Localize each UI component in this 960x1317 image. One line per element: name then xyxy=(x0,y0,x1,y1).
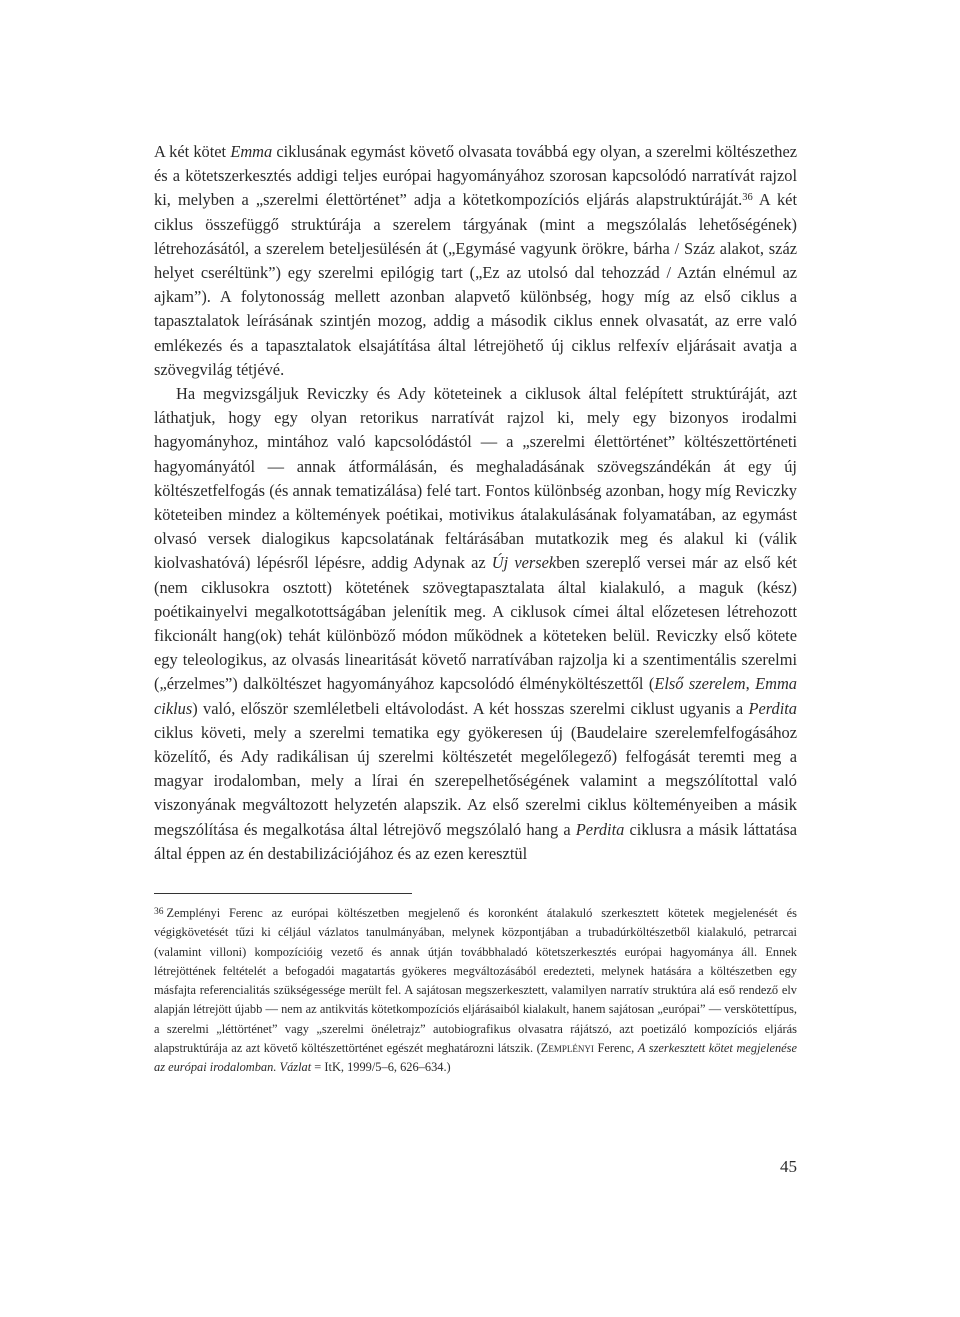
page-number: 45 xyxy=(780,1157,797,1176)
text-run: , xyxy=(745,674,756,694)
paragraph-2 xyxy=(154,382,797,866)
text-run: A két ciklus összefüggő struktúrája a szerelem tárgyának (mint a megszólalás lehetőségének) létrehozásától, a szerelem beteljesülésén át („Egymásé vagyunk örökre, bárha / Száz alakot, száz helyet cseréltünk”) egy szerelmi epilógig tart („Ez az utolsó dal tehozzád / Aztán elnémul az ajkam”). A folytonosság mellett azonban alapvető különbség, hogy míg az első ciklus a tapasztalatok leírásának szintjén mozog, addig a második ciklus ennek olvasatát, az erre való emlékezés és a tapasztalatok elsajátítása által létrejöhető új ciklus relfexív eljárásait avatja a szövegvilág tétjévé. xyxy=(154,190,797,379)
text-run: ) való, először szemléletbeli eltávolodást. A két hosszas szerelmi ciklust ugyanis a xyxy=(192,698,749,718)
footnote-number: 36 xyxy=(154,907,164,917)
text-run: Zemplényi Ferenc az európai költészetben megjelenő és koronként átalakuló szerkesztett kötetek megjelenését és végigkövetését tűzi ki céljául vázlatos tanulmányában, melynek központjában a trubadúrköltészetből kialakuló, petrarcai (valamint villoni) kompozícióig vezető és annak útján továbbhaladó kötetszerkesztés európai hagyománya áll. Ennek létrejöttének feltételét a befogadói magatartás gyökeres megváltozásából eredezteti, melynek hatására a költészetben egy másfajta referencialitás szükségessége merült fel. A sajátosan megszerkesztett, valamilyen narratív struktúra alá eső rendező elv alapján létrejött újabb — nem az antikvitás kötetkompozíciós eljárásaiból kialakult, hanem sajátosan „európai” — verskötettípus, a szerelmi „léttörténet” vagy „szerelmi önéletrajz” autobiografikus olvasatra rájátszó, azt poetizáló kompozíciós eljárás alapstruktúrája az azt követő költészettörténet egészét meghatározni látszik. ( xyxy=(154,906,797,1056)
text-run: ciklusra a másik láttatása által éppen az én destabilizációjához és az ezen keresztül xyxy=(154,819,797,863)
text-run: ciklusának egymást követő olvasata továbbá egy olyan, a szerelmi költészethez és a kötetszerkesztés addigi teljes európai hagyományához szorosan kapcsolódó narratívát rajzol ki, melyben a „szerelmi élettörténet” adja a kötetkompozíciós eljárás alapstruktúráját. xyxy=(154,142,797,210)
footnote-separator xyxy=(154,893,412,894)
text-run: ben szereplő versei már az első két (nem ciklusokra osztott) kötetének szövegtapasztalata által kialakuló, a maguk (kész) poétikainyelvi megalkotottságában jelenítik meg. A ciklusok címei által előzetesen létrehozott fikcionált hang(ok) tehát különböző módon működnek a köteteken belül. Reviczky első kötete egy teleologikus, az olvasás linearitását követő narratívában rajzolja ki a szentimentális szerelmi („érzelmes”) dalköltészet hagyományához kapcsolódó élményköltészettől ( xyxy=(154,553,797,694)
text-run: ciklus követi, mely a szerelmi tematika egy gyökeresen új (Baudelaire szerelemfelfogásához közelítő, és Ady radikálisan új szerelmi költészetét megelőlegező) felfogását teremti meg a magyar irodalomban, mely a lírai én szerepelhetőségének valamint a megszólítottal való viszonyának megváltozott helyzetén alapszik. Az első szerelmi ciklus költeményeiben a másik megszólítása és megalkotása által létrejövő megszólaló hang a xyxy=(154,722,797,839)
footnote-reference[interactable]: 36 xyxy=(742,192,753,204)
italic-title: Új versek xyxy=(491,553,557,573)
citation-title: A szerkesztett kötet megjelenése az európai irodalomban. Vázlat xyxy=(154,1041,797,1075)
text-run: Ha megvizsgáljuk Reviczky és Ady köteteinek a ciklusok által felépített struktúráját, azt láthatjuk, hogy egy olyan retorikus narratívát rajzol ki, mely egy bizonyos irodalmi hagyományhoz, mintához való kapcsolódástól — a „szerelmi élettörténet” költészettörténeti hagyományától — annak átformálásán, és meghaladásának szövegszándékán át egy új költészetfelfogás (és annak tematizálása) felé tart. Fontos különbség azonban, hogy míg Reviczky köteteiben mindez a költemények poétikai, motivikus átalakulásának folyamatában, az egymást olvasó versek dialogikus kapcsolatának feltárásában mutatkozik meg és alakul ki (válik kiolvashatóvá) lépésről lépésre, addig Adynak az xyxy=(154,384,797,573)
footnote xyxy=(154,904,797,1078)
italic-title: Perdita xyxy=(748,698,797,718)
paragraph-1 xyxy=(154,140,797,382)
text-run: Ferenc, xyxy=(593,1041,638,1056)
text-run: = ItK, 1999/5–6, 626–634.) xyxy=(311,1060,451,1075)
citation-author: Zemplényi xyxy=(540,1041,594,1056)
italic-title: Emma xyxy=(230,142,273,161)
italic-title: Emma ciklus xyxy=(154,674,797,718)
italic-title: Első szerelem xyxy=(654,674,746,694)
text-run: A két kötet xyxy=(154,142,231,161)
main-text xyxy=(154,140,797,866)
italic-title: Perdita xyxy=(575,819,625,839)
